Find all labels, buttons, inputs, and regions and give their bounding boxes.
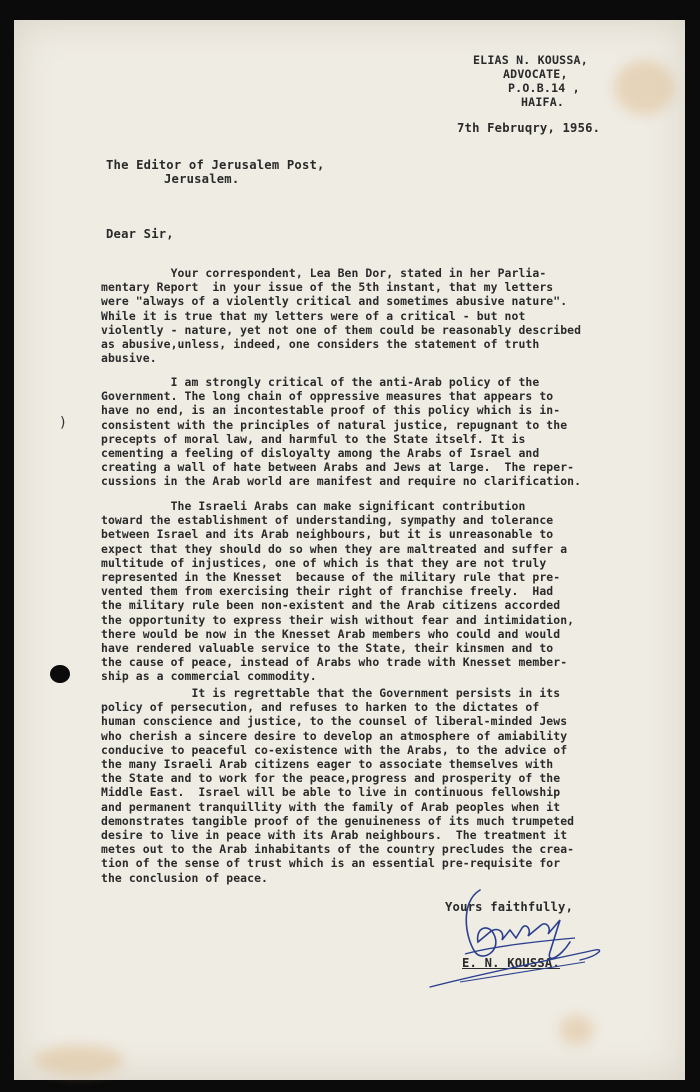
body-line: conducive to peaceful co-existence with the Arabs, to the advice of <box>101 742 568 757</box>
body-line: multitude of injustices, one of which is that they are not truly <box>101 555 547 570</box>
body-line: human conscience and justice, to the counsel of liberal-minded Jews <box>101 714 568 729</box>
body-line: Middle East. Israel will be able to live in continuous fellowship <box>101 785 561 800</box>
body-line: The Israeli Arabs can make significant contribution <box>101 499 526 513</box>
body-line: I am strongly critical of the anti-Arab policy of the <box>101 375 540 389</box>
body-line: have no end, is an incontestable proof of this policy which is in- <box>101 403 561 418</box>
paper-stain <box>614 60 674 115</box>
recipient-line-1: The Editor of Jerusalem Post, <box>106 158 325 172</box>
body-line: as abusive,unless, indeed, one considers the statement of truth <box>101 337 540 352</box>
body-line: between Israel and its Arab neighbours, but it is unreasonable to <box>101 527 554 542</box>
body-line: creating a wall of hate between Arabs and Jews at large. The reper- <box>101 460 575 475</box>
body-line: While it is true that my letters were of a critical - but not <box>101 308 526 323</box>
body-line: policy of persecution, and refuses to harken to the dictates of <box>101 700 540 715</box>
body-line: precepts of moral law, and harmful to the State itself. It is <box>101 431 526 446</box>
body-line: toward the establishment of understanding, sympathy and tolerance <box>101 513 554 528</box>
letter-date: 7th Februqry, 1956. <box>457 121 601 135</box>
body-line: the many Israeli Arab citizens eager to associate themselves with <box>101 757 554 772</box>
body-line: Government. The long chain of oppressive measures that appears to <box>101 389 554 404</box>
body-line: tion of the sense of trust which is an essential pre-requisite for <box>101 856 561 871</box>
body-line: Your correspondent, Lea Ben Dor, stated in her Parlia- <box>101 266 547 280</box>
body-line: the military rule been non-existent and the Arab citizens accorded <box>101 598 561 613</box>
body-line: the opportunity to express their wish without fear and intimidation, <box>101 612 575 627</box>
body-paragraph-4 <box>101 686 671 885</box>
body-line: have rendered valuable service to the State, their kinsmen and to <box>101 641 554 656</box>
body-line: It is regrettable that the Government persists in its <box>101 686 561 700</box>
body-line: cussions in the Arab world are manifest and require no clarification. <box>101 474 582 489</box>
paper-stain <box>559 1015 594 1045</box>
body-line: were "always of a violently critical and sometimes abusive nature". <box>101 294 568 309</box>
body-line: ship as a commercial commodity. <box>101 669 317 684</box>
body-line: demonstrates tangible proof of the genuineness of its much trumpeted <box>101 813 575 828</box>
salutation: Dear Sir, <box>106 227 174 241</box>
punch-hole <box>50 665 70 683</box>
closing: Yours faithfully, <box>445 900 574 914</box>
body-line: represented in the Knesset because of the military rule that pre- <box>101 570 561 585</box>
body-line: desire to live in peace with its Arab neighbours. The treatment it <box>101 828 568 843</box>
letterhead-name: ELIAS N. KOUSSA, <box>473 53 588 67</box>
body-line: abusive. <box>101 351 157 366</box>
body-line: expect that they should do so when they are maltreated and suffer a <box>101 541 568 556</box>
letterhead-title: ADVOCATE, <box>503 67 568 81</box>
body-line: violently - nature, yet not one of them could be reasonably described <box>101 322 582 337</box>
recipient-line-2: Jerusalem. <box>164 172 240 186</box>
handwritten-signature <box>420 882 620 992</box>
body-line: mentary Report in your issue of the 5th instant, that my letters <box>101 280 554 295</box>
body-line: the State and to work for the peace,progress and prosperity of the <box>101 771 561 786</box>
body-paragraph-1 <box>101 266 671 365</box>
body-line: consistent with the principles of natural justice, repugnant to the <box>101 417 568 432</box>
body-line: there would be now in the Knesset Arab members who could and would <box>101 626 561 641</box>
signatory-name: E. N. KOUSSA. <box>462 956 560 970</box>
body-line: cementing a feeling of disloyalty among the Arabs of Israel and <box>101 446 540 461</box>
body-line: and permanent tranquillity with the family of Arab peoples when it <box>101 799 561 814</box>
body-line: metes out to the Arab inhabitants of the country precludes the crea- <box>101 842 575 857</box>
body-line: the conclusion of peace. <box>101 870 268 885</box>
paper-stain <box>34 1045 124 1075</box>
body-line: vented them from exercising their right of franchise freely. Had <box>101 584 554 599</box>
body-paragraph-2 <box>101 375 671 489</box>
body-line: who cherish a sincere desire to develop an atmosphere of amiability <box>101 728 568 743</box>
letterhead-pobox: P.O.B.14 , <box>508 81 580 95</box>
body-paragraph-3 <box>101 499 671 684</box>
letterhead-city: HAIFA. <box>521 95 565 109</box>
margin-mark: ) <box>60 415 66 431</box>
body-line: the cause of peace, instead of Arabs who trade with Knesset member- <box>101 655 568 670</box>
